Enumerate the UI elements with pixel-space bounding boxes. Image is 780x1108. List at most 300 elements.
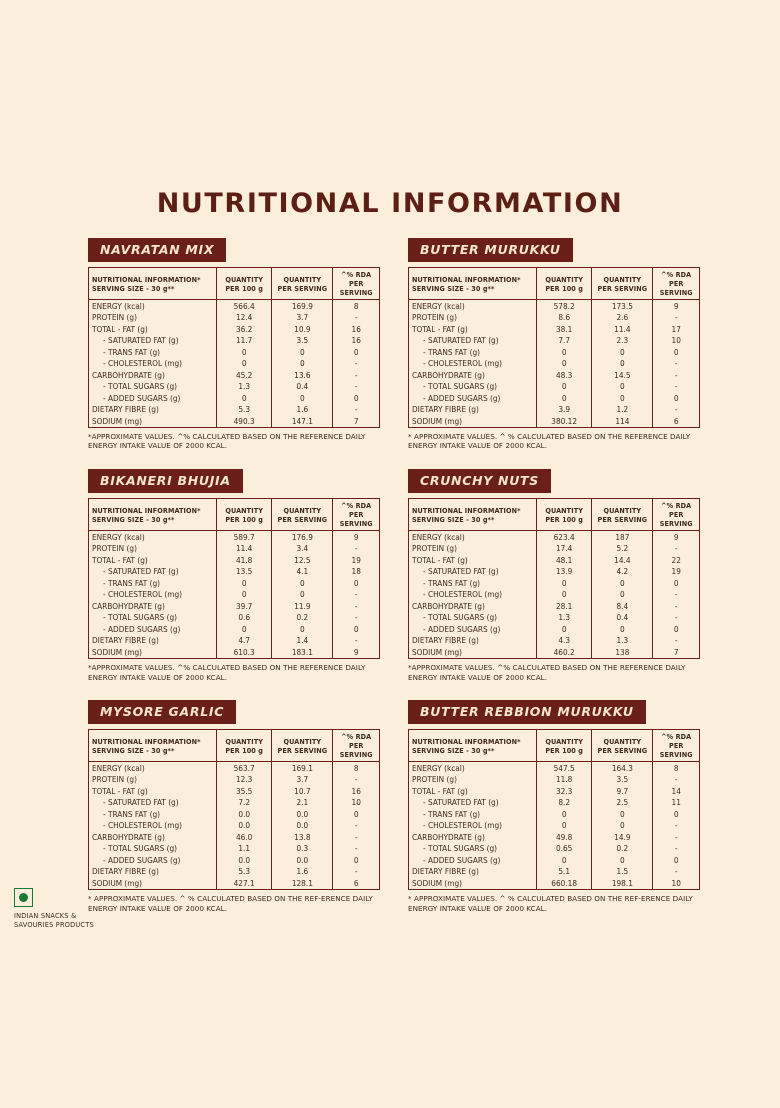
table-row [89,358,380,370]
nutrient-label: TOTAL - FAT (g) [89,554,217,566]
header-nutritional-information [409,268,537,300]
nutrient-value-serving: 128.1 [272,877,333,889]
nutrient-value-serving: 183.1 [272,646,333,658]
nutrient-label: TOTAL - FAT (g) [89,785,217,797]
header-rda-per-serving [333,730,380,762]
table-header-row [89,730,380,762]
table-row [409,877,700,889]
header-quantity-per-100g-line-1: QUANTITY [225,505,263,515]
header-rda-per-serving-line-2: PER SERVING [339,279,373,297]
table-row [89,323,380,335]
header-quantity-per-100g [537,268,592,300]
nutrition-table [408,729,700,890]
nutrient-value-rda: - [333,312,380,324]
nutrient-label: - SATURATED FAT (g) [409,797,537,809]
header-quantity-per-100g-line-2: PER 100 g [545,514,583,524]
nutrient-value-per100: 0.0 [217,820,272,832]
product-name-badge: BUTTER MURUKKU [408,238,573,262]
nutrient-value-rda: 0 [653,346,700,358]
table-footnote: *APPROXIMATE VALUES. ^% CALCULATED BASED ON THE REFERENCE DAILY ENERGY INTAKE VALUE OF 2000 KCAL. [408,662,686,682]
nutrient-value-serving: 0 [592,820,653,832]
table-row [409,554,700,566]
nutrient-value-rda: 16 [333,323,380,335]
nutrient-label: PROTEIN (g) [409,312,537,324]
nutrient-value-per100: 1.3 [217,381,272,393]
table-row [89,797,380,809]
header-nutritional-information [89,730,217,762]
nutrient-label: SODIUM (mg) [89,646,217,658]
nutrient-value-per100: 36.2 [217,323,272,335]
nutrient-value-rda: 8 [333,300,380,312]
nutrient-value-serving: 0.2 [592,843,653,855]
table-row [89,785,380,797]
table-row [89,600,380,612]
nutrient-label: - TRANS FAT (g) [89,346,217,358]
nutrient-label: - ADDED SUGARS (g) [409,854,537,866]
table-row [409,820,700,832]
header-lead-line-1: NUTRITIONAL INFORMATION* [412,505,521,515]
nutrient-value-per100: 0 [217,392,272,404]
nutrient-value-serving: 0.4 [272,381,333,393]
nutrient-value-serving: 1.5 [592,866,653,878]
nutrient-label: CARBOHYDRATE (g) [89,369,217,381]
nutrient-value-per100: 45.2 [217,369,272,381]
nutrient-value-rda: 17 [653,323,700,335]
header-rda-per-serving [653,499,700,531]
product-block [408,238,700,451]
nutrient-value-per100: 0 [537,589,592,601]
nutrient-value-serving: 1.6 [272,866,333,878]
nutrient-value-per100: 39.7 [217,600,272,612]
table-row [409,323,700,335]
nutrient-value-serving: 0.0 [272,808,333,820]
nutrition-table [88,498,380,659]
nutrient-value-rda: 6 [333,877,380,889]
nutrient-value-rda: 0 [653,392,700,404]
nutrient-label: - ADDED SUGARS (g) [89,392,217,404]
nutrient-label: DIETARY FIBRE (g) [89,635,217,647]
table-row [89,312,380,324]
nutrient-label: - ADDED SUGARS (g) [89,854,217,866]
product-name-badge: NAVRATAN MIX [88,238,226,262]
nutrient-value-rda: - [333,369,380,381]
header-rda-per-serving [653,268,700,300]
header-nutritional-information [89,499,217,531]
left-column [88,238,380,931]
table-header-row [409,499,700,531]
header-lead-line-2: SERVING SIZE - 30 g** [412,745,495,755]
header-rda-per-serving-line-1: ^% RDA [661,501,692,511]
nutrient-value-per100: 0 [217,589,272,601]
nutrient-value-serving: 0 [592,381,653,393]
nutrient-value-rda: - [653,543,700,555]
nutrient-label: - CHOLESTEROL (mg) [89,820,217,832]
nutrient-value-rda: 0 [333,808,380,820]
nutrient-value-serving: 0 [592,346,653,358]
table-row [409,774,700,786]
nutrient-value-per100: 8.2 [537,797,592,809]
table-row [89,543,380,555]
nutrient-value-rda: 6 [653,415,700,427]
table-row [409,808,700,820]
table-row [409,577,700,589]
nutrient-value-per100: 460.2 [537,646,592,658]
nutrient-label: - TOTAL SUGARS (g) [89,381,217,393]
nutrient-value-rda: 0 [653,808,700,820]
table-row [409,335,700,347]
nutrient-value-serving: 10.7 [272,785,333,797]
nutrient-label: - SATURATED FAT (g) [89,566,217,578]
table-header-row [89,499,380,531]
table-footnote: * APPROXIMATE VALUES. ^ % CALCULATED BASED ON THE REFERENCE DAILY ENERGY INTAKE VALUE OF 2000 KCAL. [408,431,691,451]
header-quantity-per-100g-line-1: QUANTITY [545,505,583,515]
nutrient-value-per100: 0 [537,623,592,635]
nutrient-label: - TRANS FAT (g) [89,577,217,589]
header-rda-per-serving-line-1: ^% RDA [661,270,692,279]
header-rda-per-serving [333,268,380,300]
nutrient-value-serving: 14.4 [592,554,653,566]
nutrient-value-rda: - [333,774,380,786]
nutrient-value-per100: 8.6 [537,312,592,324]
nutrient-label: PROTEIN (g) [409,774,537,786]
nutrient-label: - CHOLESTEROL (mg) [409,589,537,601]
nutrient-value-rda: - [653,612,700,624]
right-column [408,238,700,931]
nutrient-label: - SATURATED FAT (g) [89,335,217,347]
nutrition-table [88,729,380,890]
table-header-row [89,268,380,300]
table-row [409,392,700,404]
nutrient-label: DIETARY FIBRE (g) [409,404,537,416]
table-row [409,566,700,578]
table-footnote: *APPROXIMATE VALUES. ^% CALCULATED BASED ON THE REFERENCE DAILY ENERGY INTAKE VALUE OF 2000 KCAL. [88,431,366,451]
nutrient-value-serving: 187 [592,531,653,543]
header-quantity-per-100g-line-2: PER 100 g [225,514,263,524]
nutrient-value-serving: 12.5 [272,554,333,566]
nutrient-value-per100: 12.3 [217,774,272,786]
header-lead-line-1: NUTRITIONAL INFORMATION* [92,505,201,515]
nutrient-value-rda: 0 [653,577,700,589]
nutrient-value-rda: - [653,312,700,324]
veg-label-line-2: SAVOURIES PRODUCTS [14,921,94,930]
header-quantity-per-serving [272,499,333,531]
nutrient-label: - TRANS FAT (g) [89,808,217,820]
table-row [409,531,700,543]
nutrient-value-per100: 0.65 [537,843,592,855]
nutrient-value-serving: 0 [272,623,333,635]
table-row [89,843,380,855]
nutrient-value-per100: 5.3 [217,866,272,878]
table-row [409,346,700,358]
header-nutritional-information [409,730,537,762]
table-row [89,866,380,878]
table-row [409,843,700,855]
nutrient-value-serving: 176.9 [272,531,333,543]
header-quantity-per-serving [272,730,333,762]
nutrient-label: PROTEIN (g) [89,312,217,324]
table-row [409,612,700,624]
nutrient-value-serving: 13.8 [272,831,333,843]
nutrient-value-per100: 0 [537,808,592,820]
table-row [409,381,700,393]
table-row [89,774,380,786]
table-row [89,554,380,566]
nutrient-value-per100: 4.7 [217,635,272,647]
nutrient-label: - ADDED SUGARS (g) [89,623,217,635]
nutrient-label: - SATURATED FAT (g) [89,797,217,809]
nutrient-value-rda: - [333,600,380,612]
table-row [409,312,700,324]
nutrient-value-rda: 0 [333,623,380,635]
nutrient-label: TOTAL - FAT (g) [89,323,217,335]
veg-mark [14,888,134,930]
nutrient-value-serving: 1.2 [592,404,653,416]
nutrient-value-per100: 589.7 [217,531,272,543]
nutrient-label: TOTAL - FAT (g) [409,323,537,335]
header-rda-per-serving-line-1: ^% RDA [661,732,692,742]
nutrient-label: - CHOLESTEROL (mg) [89,589,217,601]
nutrient-value-per100: 610.3 [217,646,272,658]
nutrient-label: DIETARY FIBRE (g) [89,404,217,416]
nutrient-value-serving: 0 [272,392,333,404]
header-quantity-per-100g-line-2: PER 100 g [545,283,583,293]
nutrient-value-rda: 9 [653,300,700,312]
header-rda-per-serving-line-1: ^% RDA [341,270,372,279]
product-columns [88,238,700,931]
nutrient-value-per100: 380.12 [537,415,592,427]
nutrient-label: - TRANS FAT (g) [409,577,537,589]
nutrient-label: DIETARY FIBRE (g) [89,866,217,878]
nutrient-value-rda: 0 [333,854,380,866]
table-header-row [409,268,700,300]
product-block [88,238,380,451]
nutrient-label: - TOTAL SUGARS (g) [409,843,537,855]
nutrient-value-serving: 198.1 [592,877,653,889]
table-row [89,612,380,624]
table-row [409,831,700,843]
nutrient-value-per100: 11.8 [537,774,592,786]
nutrient-value-serving: 1.6 [272,404,333,416]
nutrient-label: ENERGY (kcal) [409,300,537,312]
nutrient-label: CARBOHYDRATE (g) [409,600,537,612]
table-row [89,646,380,658]
nutrient-value-serving: 138 [592,646,653,658]
nutrient-value-per100: 35.5 [217,785,272,797]
header-rda-per-serving-line-2: PER SERVING [659,741,693,760]
nutrient-label: DIETARY FIBRE (g) [409,635,537,647]
nutrient-value-serving: 2.5 [592,797,653,809]
nutrient-value-per100: 0 [537,820,592,832]
header-quantity-per-serving [592,499,653,531]
nutrient-value-per100: 0 [217,577,272,589]
nutrient-label: SODIUM (mg) [89,877,217,889]
header-quantity-per-serving-line-2: PER SERVING [277,745,328,755]
nutrient-value-serving: 0.4 [592,612,653,624]
table-row [89,577,380,589]
table-row [409,358,700,370]
nutrient-value-per100: 0 [537,381,592,393]
veg-mark-label [14,912,134,930]
nutrient-value-serving: 114 [592,415,653,427]
nutrient-value-serving: 8.4 [592,600,653,612]
nutrient-value-serving: 0 [592,854,653,866]
header-quantity-per-serving [272,268,333,300]
nutrient-value-rda: - [653,404,700,416]
nutrient-value-serving: 11.9 [272,600,333,612]
table-row [89,808,380,820]
header-quantity-per-serving-line-1: QUANTITY [283,274,322,284]
nutrient-value-per100: 490.3 [217,415,272,427]
product-block [88,700,380,913]
header-quantity-per-serving-line-1: QUANTITY [283,736,322,746]
nutrient-value-rda: - [333,866,380,878]
header-rda-per-serving-line-1: ^% RDA [341,732,372,742]
nutrient-value-serving: 0.0 [272,820,333,832]
nutrient-value-rda: 0 [333,346,380,358]
header-quantity-per-100g [217,730,272,762]
nutrient-value-per100: 0.0 [217,808,272,820]
nutrient-value-per100: 46.0 [217,831,272,843]
product-block [88,469,380,682]
nutrient-value-serving: 0 [592,589,653,601]
nutrient-value-serving: 2.3 [592,335,653,347]
nutrition-table [408,267,700,428]
nutrient-value-rda: 8 [333,762,380,774]
nutrient-value-serving: 3.5 [272,335,333,347]
nutrient-value-serving: 14.5 [592,369,653,381]
header-rda-per-serving [333,499,380,531]
header-quantity-per-100g-line-1: QUANTITY [545,274,583,284]
nutrient-value-serving: 164.3 [592,762,653,774]
table-row [409,762,700,774]
nutrient-value-rda: - [333,358,380,370]
header-quantity-per-100g [537,499,592,531]
nutrient-label: - TRANS FAT (g) [409,808,537,820]
nutrition-table [88,267,380,428]
table-row [409,369,700,381]
nutrient-value-rda: 22 [653,554,700,566]
table-row [89,635,380,647]
header-nutritional-information [409,499,537,531]
nutrient-value-rda: - [653,820,700,832]
nutrient-label: DIETARY FIBRE (g) [409,866,537,878]
nutrient-label: ENERGY (kcal) [89,762,217,774]
nutrient-value-per100: 48.1 [537,554,592,566]
table-row [409,635,700,647]
header-quantity-per-serving-line-2: PER SERVING [277,283,328,293]
nutrient-value-rda: - [333,843,380,855]
nutrient-value-per100: 566.4 [217,300,272,312]
nutrient-value-serving: 2.1 [272,797,333,809]
nutrient-value-per100: 0 [537,577,592,589]
nutrient-value-per100: 48.3 [537,369,592,381]
nutrient-value-per100: 13.5 [217,566,272,578]
nutrient-value-per100: 660.18 [537,877,592,889]
nutrient-value-per100: 41.8 [217,554,272,566]
product-name-badge: CRUNCHY NUTS [408,469,551,493]
header-lead-line-2: SERVING SIZE - 30 g** [92,283,175,293]
header-quantity-per-100g-line-1: QUANTITY [225,736,263,746]
nutrient-value-serving: 3.5 [592,774,653,786]
nutrient-label: - CHOLESTEROL (mg) [89,358,217,370]
header-lead-line-1: NUTRITIONAL INFORMATION* [92,274,201,284]
header-quantity-per-serving-line-2: PER SERVING [597,514,648,524]
header-quantity-per-serving-line-2: PER SERVING [597,745,648,755]
nutrient-value-rda: 7 [653,646,700,658]
header-lead-line-2: SERVING SIZE - 30 g** [412,514,495,524]
nutrient-value-per100: 427.1 [217,877,272,889]
nutrient-value-rda: 16 [333,785,380,797]
header-rda-per-serving-line-2: PER SERVING [659,279,693,297]
nutrient-label: - TOTAL SUGARS (g) [409,381,537,393]
nutrient-value-rda: 16 [333,335,380,347]
nutrient-value-per100: 623.4 [537,531,592,543]
nutrient-value-per100: 49.8 [537,831,592,843]
nutrient-value-per100: 32.3 [537,785,592,797]
nutrient-value-rda: - [653,369,700,381]
nutrient-label: CARBOHYDRATE (g) [89,831,217,843]
nutrient-value-rda: - [653,866,700,878]
nutrient-label: SODIUM (mg) [89,415,217,427]
nutrient-label: - SATURATED FAT (g) [409,566,537,578]
nutrient-value-per100: 0 [217,358,272,370]
nutrient-value-per100: 28.1 [537,600,592,612]
nutrient-value-rda: - [653,843,700,855]
nutrient-label: SODIUM (mg) [409,415,537,427]
table-row [89,300,380,312]
nutrient-value-per100: 5.1 [537,866,592,878]
nutrient-value-rda: - [653,589,700,601]
nutrient-value-rda: 9 [333,646,380,658]
nutrient-value-per100: 0 [537,392,592,404]
table-row [89,623,380,635]
nutrient-value-rda: - [333,820,380,832]
header-quantity-per-serving-line-2: PER SERVING [277,514,328,524]
nutrient-value-serving: 0.2 [272,612,333,624]
nutrient-value-per100: 547.5 [537,762,592,774]
nutrient-label: - ADDED SUGARS (g) [409,392,537,404]
nutrient-value-serving: 0 [592,358,653,370]
nutrient-value-per100: 11.7 [217,335,272,347]
nutrient-value-rda: 7 [333,415,380,427]
nutrient-value-rda: - [333,543,380,555]
nutrient-value-rda: 11 [653,797,700,809]
nutrient-value-per100: 0 [537,854,592,866]
nutrient-value-rda: 0 [653,854,700,866]
header-quantity-per-100g-line-2: PER 100 g [545,745,583,755]
nutrient-label: PROTEIN (g) [89,774,217,786]
nutrition-table [408,498,700,659]
nutrient-value-per100: 38.1 [537,323,592,335]
nutrient-label: CARBOHYDRATE (g) [409,831,537,843]
nutrient-value-serving: 9.7 [592,785,653,797]
header-nutritional-information [89,268,217,300]
nutrient-value-serving: 3.7 [272,312,333,324]
nutrient-value-per100: 12.4 [217,312,272,324]
nutrient-value-per100: 1.1 [217,843,272,855]
table-row [89,589,380,601]
table-row [409,600,700,612]
table-row [89,381,380,393]
nutrient-value-serving: 11.4 [592,323,653,335]
table-row [89,854,380,866]
product-name-badge: MYSORE GARLIC [88,700,236,724]
table-footnote: *APPROXIMATE VALUES. ^% CALCULATED BASED ON THE REFERENCE DAILY ENERGY INTAKE VALUE OF 2000 KCAL. [88,662,366,682]
nutrient-value-rda: - [333,635,380,647]
table-footnote: * APPROXIMATE VALUES. ^ % CALCULATED BASED ON THE REF-ERENCE DAILY ENERGY INTAKE VALUE OF 2000 KCAL. [408,893,693,913]
header-quantity-per-100g [537,730,592,762]
product-name-badge: BIKANERI BHUJIA [88,469,243,493]
